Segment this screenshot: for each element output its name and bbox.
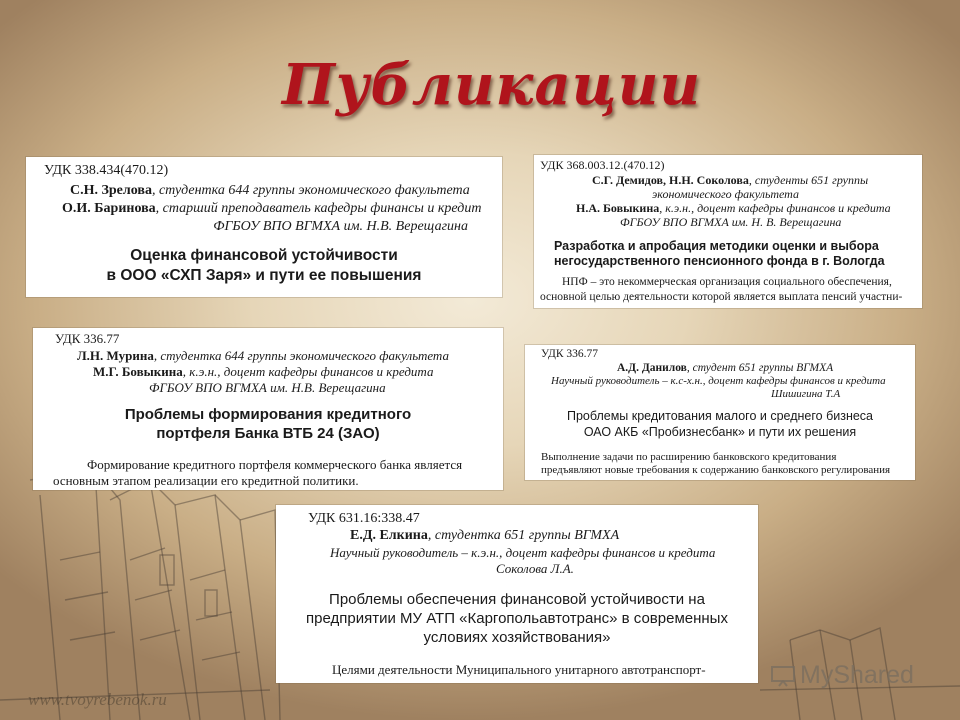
publication-card-1 (26, 157, 502, 297)
advisor-line: Научный руководитель – к.с-х.н., доцент кафедры финансов и кредита (551, 375, 886, 387)
author-line (62, 201, 481, 217)
body-text-line: основным этапом реализации его кредитной политики. (53, 473, 359, 488)
advisor-name: Н.А. Бовыкина (576, 201, 660, 215)
publication-title-line: в ООО «СХП Заря» и пути ее повышения (106, 267, 422, 284)
author-role: , студентка 644 группы экономического факультета (153, 348, 449, 363)
affiliation: ФГБОУ ВПО ВГМХА им. Н.В. Верещагина (149, 380, 386, 395)
body-text-line: Целями деятельности Муниципального унитарного автотранспорт- (332, 662, 706, 677)
publication-card-4 (525, 345, 915, 480)
author-role: , старший преподаватель кафедры финансы и кредит (155, 201, 482, 216)
udk-code: УДК 336.77 (541, 348, 598, 360)
author-role: , студенты 651 группы (748, 173, 869, 187)
advisor-line: Соколова Л.А. (496, 561, 574, 576)
watermark-url: www.tvoyrebenok.ru (28, 690, 167, 709)
author-name: О.И. Баринова (62, 201, 156, 216)
publication-card-2 (534, 155, 922, 308)
author-name: М.Г. Бовыкина (93, 364, 183, 379)
author-name: Л.Н. Мурина (77, 348, 154, 363)
author-role: , студент 651 группы ВГМХА (686, 362, 834, 374)
author-name: С.Н. Зрелова (70, 183, 152, 198)
author-name: С.Г. Демидов, Н.Н. Соколова (592, 173, 749, 187)
author-line (70, 183, 470, 199)
presentation-icon (770, 665, 796, 687)
udk-code: УДК 338.434(470.12) (44, 163, 169, 178)
body-text-line: основной целью деятельности которой является выплата пенсий участни- (540, 291, 903, 303)
author-line (592, 173, 868, 188)
slide-title: Публикации (282, 52, 702, 118)
advisor-line: Научный руководитель – к.э.н., доцент кафедры финансов и кредита (330, 545, 716, 560)
publication-title-line: портфеля Банка ВТБ 24 (ЗАО) (156, 425, 380, 442)
author-line (350, 528, 619, 544)
advisor-role: , к.э.н., доцент кафедры финансов и кредита (659, 201, 891, 215)
advisor-line: Шишигина Т.А (771, 388, 841, 400)
myshared-logo (770, 655, 930, 695)
publication-title-line: предприятии МУ АТП «Каргопольавтотранс» в современных (306, 610, 728, 627)
affiliation: ФГБОУ ВПО ВГМХА им. Н.В. Верещагина (213, 219, 468, 234)
author-role: , студентка 644 группы экономического факультета (151, 183, 470, 198)
publication-title-line: условиях хозяйствования» (423, 629, 611, 646)
author-role: , к.э.н., доцент кафедры финансов и кредита (182, 364, 434, 379)
udk-code: УДК 368.003.12.(470.12) (540, 158, 665, 172)
publication-title-line: Проблемы кредитования малого и среднего бизнеса (566, 409, 874, 423)
publication-card-3 (33, 328, 503, 490)
publication-title-line: Оценка финансовой устойчивости (130, 247, 398, 264)
publication-title-line: ОАО АКБ «Пробизнесбанк» и пути их решения (583, 425, 857, 439)
publication-title-line: Разработка и апробация методики оценки и выбора (554, 239, 879, 253)
author-role: , студентка 651 группы ВГМХА (427, 528, 620, 543)
advisor-line (576, 201, 891, 216)
affiliation: ФГБОУ ВПО ВГМХА им. Н. В. Верещагина (620, 215, 842, 229)
udk-code: УДК 336.77 (55, 331, 120, 346)
logo-text: MyShared (800, 661, 914, 689)
body-text-line: НПФ – это некоммерческая организация социального обеспечения, (562, 276, 892, 288)
body-text-line: Выполнение задачи по расширению банковского кредитования (541, 451, 837, 463)
publication-title-line: Проблемы формирования кредитного (124, 406, 412, 423)
author-line (617, 362, 833, 374)
publication-card-5 (276, 505, 758, 683)
author-line (93, 364, 433, 380)
author-line (77, 348, 449, 364)
publication-title-line: негосударственного пенсионного фонда в г. Вологда (554, 254, 885, 268)
author-name: А.Д. Данилов (617, 362, 687, 374)
body-text-line: предъявляют новые требования к содержанию банковского регулирования (541, 464, 891, 476)
faculty: экономического факультета (652, 187, 799, 201)
udk-code: УДК 631.16:338.47 (308, 511, 420, 526)
publication-title-line: Проблемы обеспечения финансовой устойчивости на (329, 591, 705, 608)
author-name: Е.Д. Елкина (350, 528, 428, 543)
body-text-line: Формирование кредитного портфеля коммерческого банка является (87, 457, 463, 472)
